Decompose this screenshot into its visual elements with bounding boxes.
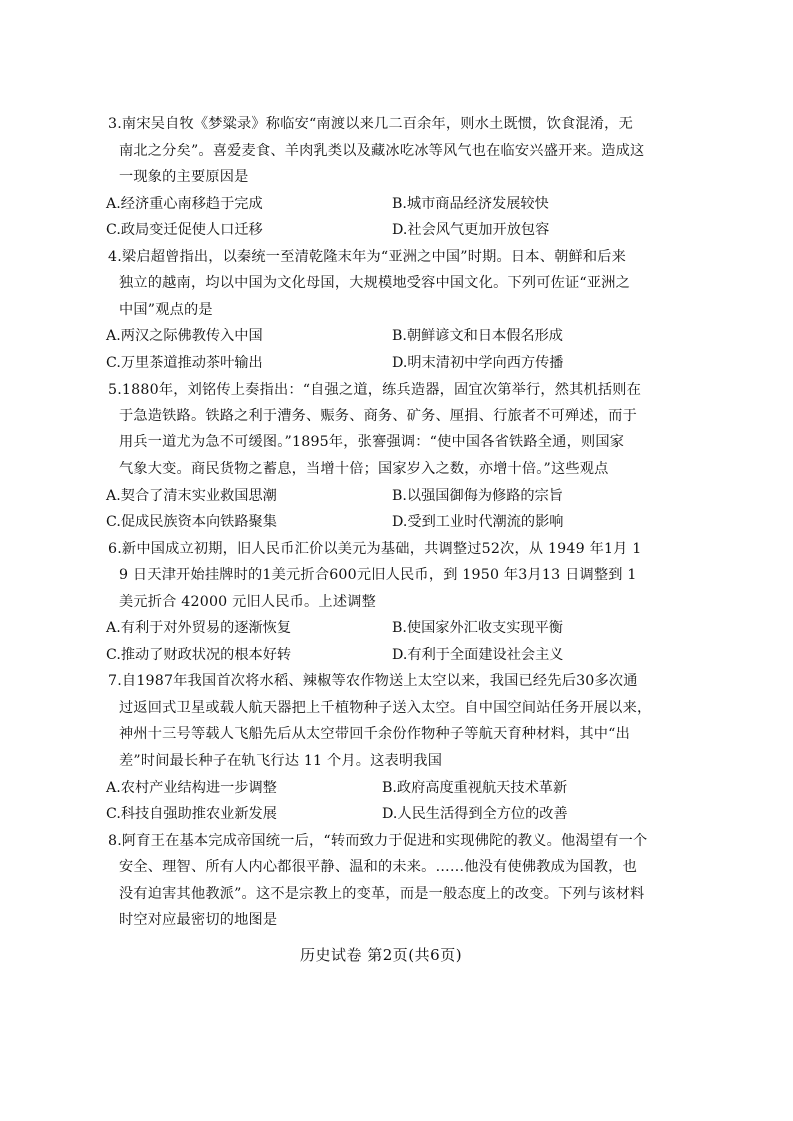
option-b: B.以强国御侮为修路的宗旨 bbox=[392, 488, 563, 504]
option-d: D.明末清初中学向西方传播 bbox=[392, 355, 564, 371]
question-text-line: 5.1880年，刘铭传上奏指出：“自强之道，练兵造器，固宜次第举行，然其机括则在 bbox=[108, 382, 642, 398]
question-text-line: 8.阿育王在基本完成帝国统一后，“转而致力于促进和实现佛陀的教义。他渴望有一个 bbox=[108, 833, 648, 849]
question-text-line: 没有迫害其他教派”。这不是宗教上的变革，而是一般态度上的改变。下列与该材料 bbox=[119, 886, 645, 902]
question-text-line: 美元折合 42000 元旧人民币。上述调整 bbox=[119, 594, 376, 610]
question-text-line: 于急造铁路。铁路之利于漕务、赈务、商务、矿务、厘捐、行旅者不可殚述，而于 bbox=[119, 408, 637, 424]
question-text-line: 一现象的主要原因是 bbox=[119, 169, 249, 185]
question-text-line: 南北之分矣”。喜爱麦食、羊肉乳类以及藏冰吃冰等风气也在临安兴盛开来。造成这 bbox=[119, 143, 645, 159]
question-text-line: 差”时间最长种子在轨飞行达 11 个月。这表明我国 bbox=[119, 753, 443, 769]
option-c: C.政局变迁促使人口迁移 bbox=[106, 222, 263, 238]
option-a: A.契合了清末实业救国思潮 bbox=[106, 488, 277, 504]
option-b: B.使国家外汇收支实现平衡 bbox=[392, 620, 563, 636]
question-text-line: 过返回式卫星或载人航天器把上千植物种子送入太空。自中国空间站任务开展以来， bbox=[119, 700, 652, 716]
option-c: C.推动了财政状况的根本好转 bbox=[106, 647, 292, 663]
option-a: A.农村产业结构进一步调整 bbox=[106, 780, 277, 796]
question-text-line: 4.梁启超曾指出，以秦统一至清乾隆末年为“亚洲之中国”时期。日本、朝鲜和后来 bbox=[108, 249, 627, 265]
question-text-line: 中国”观点的是 bbox=[119, 302, 213, 318]
option-c: C.促成民族资本向铁路聚集 bbox=[106, 514, 277, 530]
option-d: D.受到工业时代潮流的影响 bbox=[392, 514, 564, 530]
question-text-line: 9 日天津开始挂牌时的1美元折合600元旧人民币，到 1950 年3月13 日调整到 1 bbox=[119, 567, 637, 583]
option-c: C.科技自强助推农业新发展 bbox=[106, 806, 277, 822]
option-b: B.政府高度重视航天技术革新 bbox=[382, 780, 568, 796]
page-footer: 历史试卷 第2页(共6页) bbox=[300, 946, 463, 964]
option-a: A.经济重心南移趋于完成 bbox=[106, 196, 263, 212]
question-text-line: 独立的越南，均以中国为文化母国，大规模地受容中国文化。下列可佐证“亚洲之 bbox=[119, 275, 631, 291]
question-text-line: 时空对应最密切的地图是 bbox=[119, 912, 278, 928]
option-a: A.有利于对外贸易的逐渐恢复 bbox=[106, 620, 292, 636]
question-text-line: 安全、理智、所有人内心都很平静、温和的未来。……他没有使佛教成为国教，也 bbox=[119, 859, 637, 875]
option-a: A.两汉之际佛教传入中国 bbox=[106, 328, 263, 344]
question-text-line: 7.自1987年我国首次将水稻、辣椒等农作物送上太空以来，我国已经先后30多次通 bbox=[108, 673, 638, 689]
option-d: D.社会风气更加开放包容 bbox=[392, 222, 550, 238]
option-d: D.人民生活得到全方位的改善 bbox=[382, 806, 568, 822]
question-text-line: 用兵一道尤为急不可缓图。”1895年，张謇强调：“使中国各省铁路全通，则国家 bbox=[119, 434, 625, 450]
question-text-line: 6.新中国成立初期，旧人民币汇价以美元为基础，共调整过52次，从 1949 年1月 1 bbox=[108, 541, 642, 557]
option-b: B.城市商品经济发展较快 bbox=[392, 196, 549, 212]
question-text-line: 3.南宋吴自牧《梦粱录》称临安“南渡以来几二百余年，则水土既惯，饮食混淆，无 bbox=[108, 116, 633, 132]
question-text-line: 神州十三号等载人飞船先后从太空带回千余份作物种子等航天育种材料，其中“出 bbox=[119, 726, 631, 742]
option-c: C.万里茶道推动茶叶输出 bbox=[106, 355, 263, 371]
question-text-line: 气象大变。商民货物之蓄息，当增十倍；国家岁入之数，亦增十倍。”这些观点 bbox=[119, 461, 609, 477]
option-d: D.有利于全面建设社会主义 bbox=[392, 647, 564, 663]
option-b: B.朝鲜谚文和日本假名形成 bbox=[392, 328, 563, 344]
